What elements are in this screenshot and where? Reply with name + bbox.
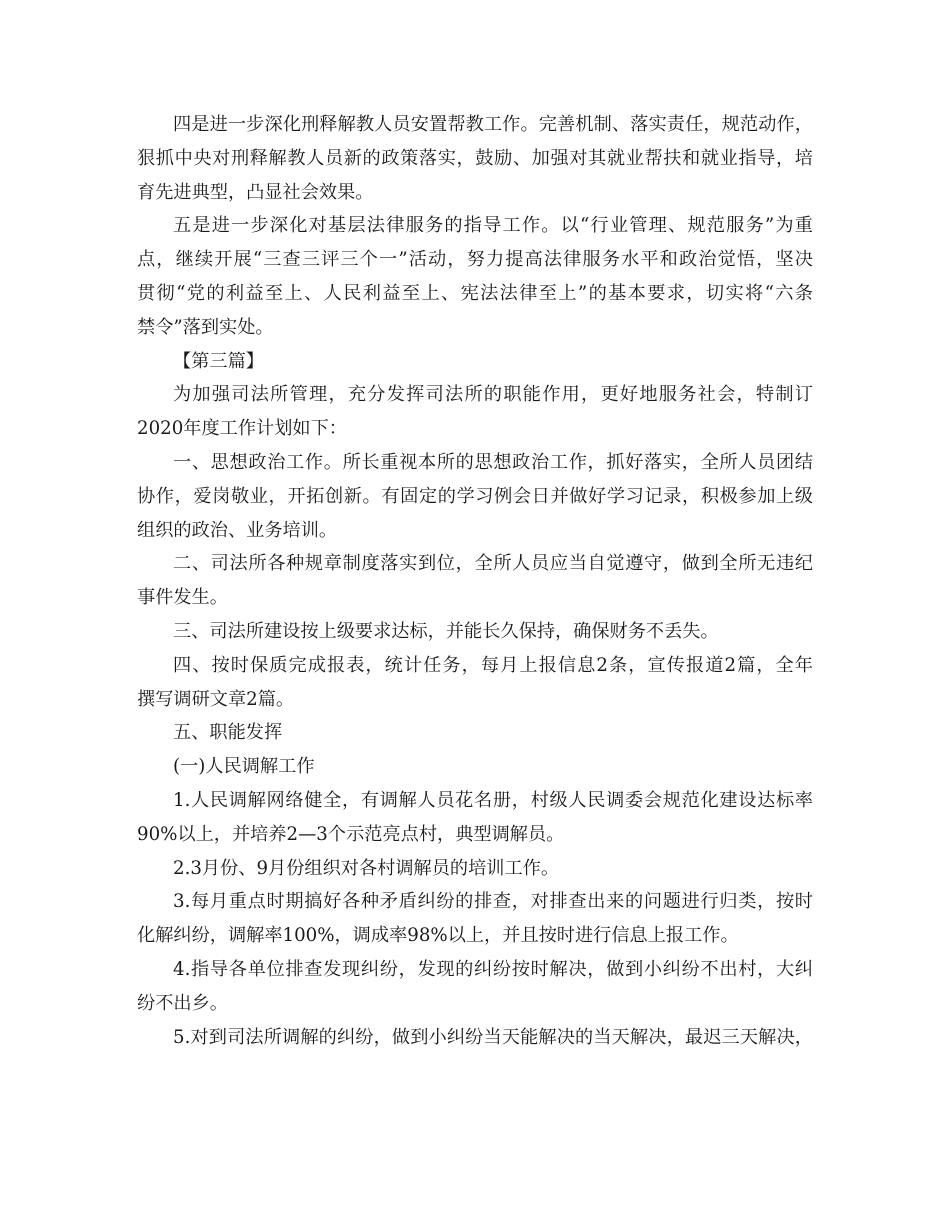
paragraph-line: 协作，爱岗敬业，开拓创新。有固定的学习例会日并做好学习记录，积极参加上级 [137,485,813,507]
paragraph-line: 为加强司法所管理，充分发挥司法所的职能作用，更好地服务社会，特制订 [173,384,813,406]
paragraph-line: 四是进一步深化刑释解教人员安置帮教工作。完善机制、落实责任，规范动作， [173,114,813,135]
list-item-line: 2.3月份、9月份组织对各村调解员的培训工作。 [173,857,560,879]
paragraph-line: 育先进典型，凸显社会效果。 [137,181,374,203]
paragraph-line: 三、司法所建设按上级要求达标，并能长久保持，确保财务不丢失。 [173,620,719,642]
subsection-heading: (一)人民调解工作 [173,756,315,778]
section-heading: 【第三篇】 [173,350,264,372]
paragraph-line: 2020年度工作计划如下： [137,418,347,440]
list-item-line: 5.对到司法所调解的纠纷，做到小纠纷当天能解决的当天解决，最迟三天解决， [173,1026,813,1048]
list-item-line: 90%以上，并培养2—3个示范亮点村，典型调解员。 [137,823,565,845]
paragraph-line: 二、司法所各种规章制度落实到位，全所人员应当自觉遵守，做到全所无违纪 [173,553,813,575]
list-item-line: 4.指导各单位排查发现纠纷，发现的纠纷按时解决，做到小纠纷不出村，大纠 [173,958,813,980]
paragraph-line: 撰写调研文章2篇。 [137,688,295,710]
paragraph-line: 组织的政治、业务培训。 [137,519,338,541]
paragraph-line: 狠抓中央对刑释解教人员新的政策落实，鼓励、加强对其就业帮扶和就业指导，培 [137,147,813,169]
paragraph-line: 事件发生。 [137,587,228,609]
paragraph-line: 贯彻“党的利益至上、人民利益至上、宪法法律至上”的基本要求，切实将“六条 [137,282,813,304]
list-item-line: 化解纠纷，调解率100%，调成率98%以上，并且按时进行信息上报工作。 [137,925,739,947]
subsection-heading: 五、职能发挥 [173,722,283,744]
paragraph-line: 五是进一步深化对基层法律服务的指导工作。以“行业管理、规范服务”为重 [173,215,813,237]
list-item-line: 1.人民调解网络健全，有调解人员花名册，村级人民调委会规范化建设达标率 [173,789,813,811]
paragraph-line: 一、思想政治工作。所长重视本所的思想政治工作，抓好落实，全所人员团结 [173,451,813,473]
paragraph-line: 禁令”落到实处。 [137,316,274,338]
list-item-line: 3.每月重点时期搞好各种矛盾纠纷的排查，对排查出来的问题进行归类，按时 [173,891,813,913]
paragraph-line: 点，继续开展“三查三评三个一”活动，努力提高法律服务水平和政治觉悟，坚决 [137,249,813,271]
list-item-line: 纷不出乡。 [137,992,228,1014]
paragraph-line: 四、按时保质完成报表，统计任务，每月上报信息2条，宣传报道2篇，全年 [173,654,813,676]
